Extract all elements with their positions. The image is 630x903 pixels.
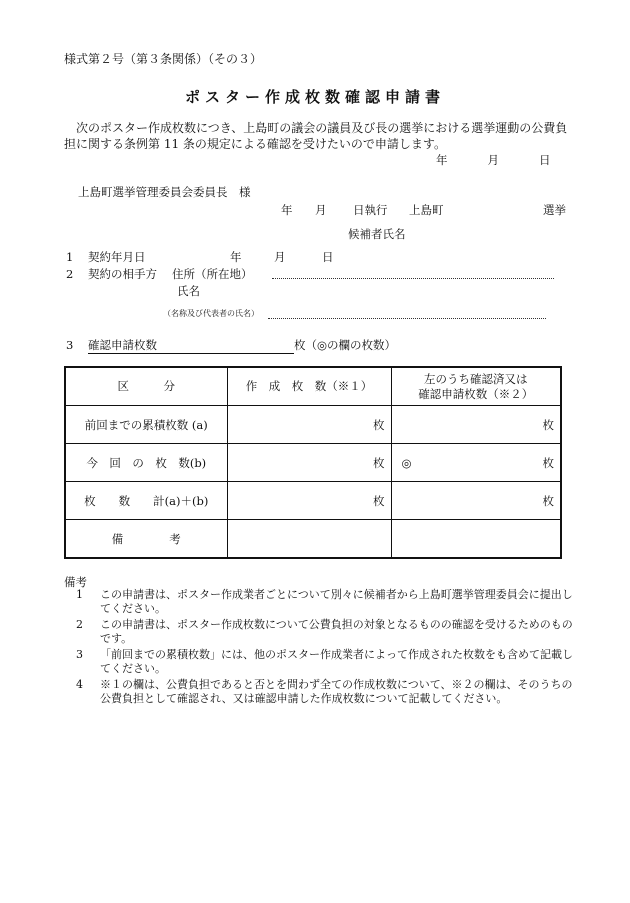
party-name-input-line[interactable] [268,318,546,319]
note-number: 3 [76,648,83,661]
header-confirmed-line2: 確認申請枚数（※２） [418,386,534,401]
item2-label: 契約の相手方 [88,267,157,281]
addressee: 上島町選挙管理委員会委員長 様 [78,185,251,199]
item1-label: 契約年月日 [88,250,146,264]
note-number: 2 [76,618,83,631]
confirmed-unit: 枚 [542,455,554,470]
date-day[interactable]: 日 [539,153,551,167]
election-year[interactable]: 年 [281,203,293,217]
address-input-line[interactable] [272,278,554,279]
election-line [281,202,566,218]
table-row [65,444,561,482]
date-month[interactable]: 月 [487,153,499,167]
date-year[interactable]: 年 [436,153,448,167]
item-contract-party [66,266,253,282]
remarks-cell[interactable] [391,520,561,559]
confirmed-count-cell[interactable]: 枚 [391,482,561,520]
item-requested-count [66,337,396,354]
row-label: 備 考 [65,520,227,559]
notes-title: 備考 [64,575,87,589]
election-month[interactable]: 月 [315,203,327,217]
requested-count-field[interactable] [88,337,294,354]
party-name-note: （名称及び代表者の氏名） [163,309,259,318]
election-town: 上島町 [409,203,444,217]
item3-unit: 枚 [294,338,306,352]
row-label: 枚 数 計(a)＋(b) [65,482,227,520]
row-label: 今 回 の 枚 数(b) [65,444,227,482]
election-day-exec[interactable]: 日執行 [353,203,388,217]
item1-number: 1 [66,250,74,264]
candidate-label: 候補者氏名 [348,227,406,241]
item-contract-date [66,249,334,265]
remarks-cell[interactable] [227,520,391,559]
note-number: 1 [76,588,83,601]
intro-text: 次のポスター作成枚数につき、上島町の議会の議員及び長の選挙における選挙運動の公費負担に関する条例第 11 条の規定による確認を受けたいので申請します。 [64,121,568,151]
table-header-row [65,367,561,406]
confirmed-count-cell[interactable] [391,444,561,482]
table-row [65,520,561,559]
double-circle-mark: ◎ [401,455,412,470]
note-text: この申請書は、ポスター作成枚数について公費負担の対象となるものの確認を受けるためのものです。 [100,618,573,645]
item3-note: （◎の欄の枚数） [305,338,397,352]
note-text: ※１の欄は、公費負担であると否とを問わず全ての作成枚数について、※２の欄は、そのうちの公費負担として確認され、又は確認申請した作成枚数について記載してください。 [100,678,573,705]
header-confirmed-count [391,367,561,406]
created-count-cell[interactable]: 枚 [227,482,391,520]
created-count-cell[interactable]: 枚 [227,444,391,482]
header-created-count: 作 成 枚 数（※１） [227,367,391,406]
note-text: この申請書は、ポスター作成業者ごとについて別々に候補者から上島町選挙管理委員会に提出してください。 [100,588,573,615]
header-category: 区 分 [65,367,227,406]
page-title: ポスター作成枚数確認申請書 [184,88,445,106]
address-label: 住所（所在地） [172,267,253,281]
row-label: 前回までの累積枚数 (a) [65,406,227,444]
item3-label: 確認申請枚数 [88,338,157,352]
election-suffix: 選挙 [543,203,566,217]
contract-month[interactable]: 月 [274,250,286,264]
note-text: 「前回までの累積枚数」には、他のポスター作成業者によって作成された枚数をも含めて記載してください。 [100,648,573,675]
table-row [65,406,561,444]
note-item [64,678,574,706]
table-row [65,482,561,520]
form-number: 様式第２号（第３条関係）（その３） [64,52,263,66]
confirmed-count-cell[interactable]: 枚 [391,406,561,444]
party-name-label: 氏名 [177,284,200,298]
header-confirmed-line1: 左のうち確認済又は [424,371,528,386]
note-number: 4 [76,678,83,691]
count-table [64,366,562,559]
application-date [436,152,551,168]
note-item [64,588,574,616]
note-item [64,648,574,676]
contract-year[interactable]: 年 [230,250,242,264]
contract-day[interactable]: 日 [322,250,334,264]
created-count-cell[interactable]: 枚 [227,406,391,444]
item2-number: 2 [66,267,74,281]
note-item [64,618,574,646]
item3-number: 3 [66,338,74,352]
